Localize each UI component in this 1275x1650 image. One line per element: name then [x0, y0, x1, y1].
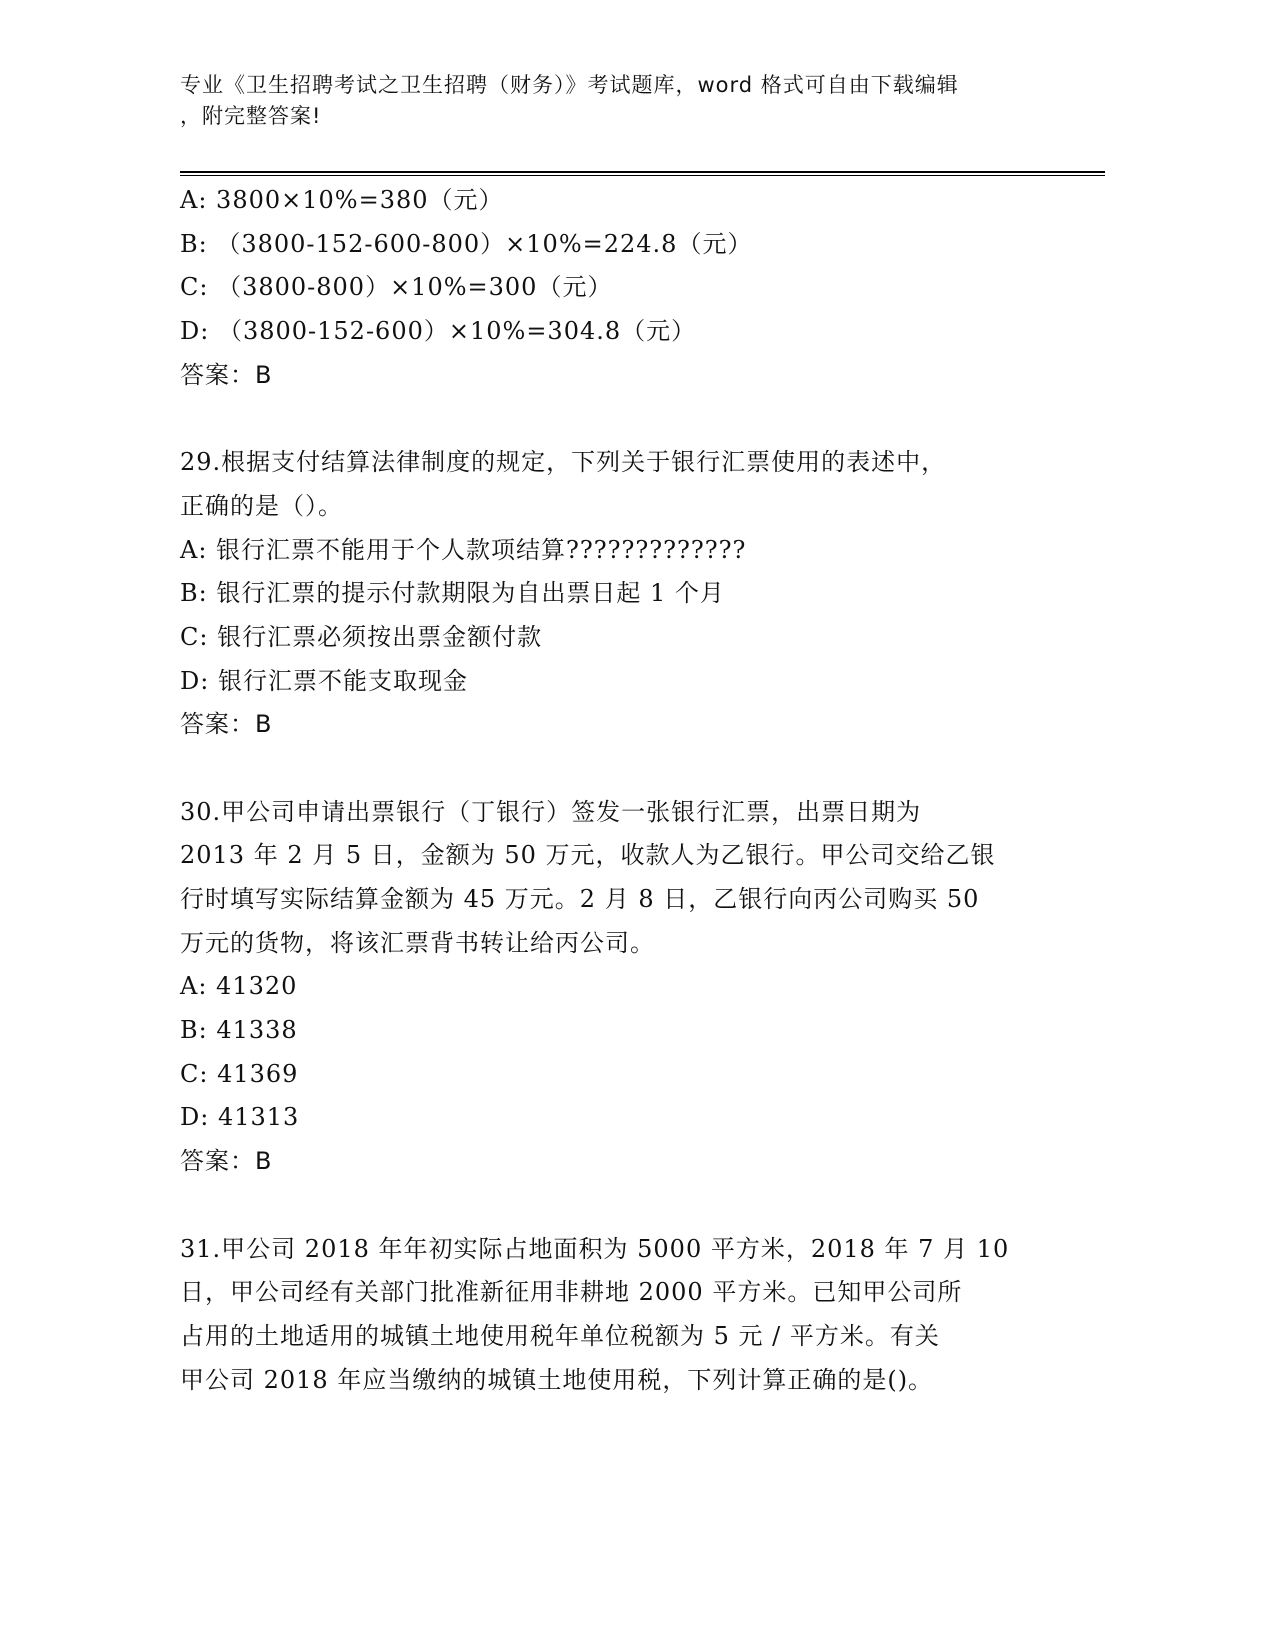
answer: 答案：B — [180, 360, 273, 389]
question-31 — [180, 1228, 1040, 1403]
question-stem: 正确的是（）。 — [180, 491, 343, 520]
option-c: C: 41369 — [180, 1059, 299, 1088]
option-a: A: 3800×10%=380（元） — [180, 186, 504, 214]
header-line-2: ，附完整答案! — [180, 104, 322, 128]
question-29 — [180, 441, 1040, 747]
option-b: B: 银行汇票的提示付款期限为自出票日起 1 个月 — [180, 579, 725, 608]
question-28 — [180, 179, 1040, 397]
question-stem: 日，甲公司经有关部门批准新征用非耕地 2000 平方米。已知甲公司所 — [180, 1278, 963, 1307]
option-d: D: 41313 — [180, 1103, 300, 1132]
answer: 答案：B — [180, 1147, 273, 1176]
question-stem: 31.甲公司 2018 年年初实际占地面积为 5000 平方米，2018 年 7 月 10 — [180, 1234, 1010, 1263]
option-d: D: （3800-152-600）×10%=304.8（元） — [180, 317, 697, 346]
option-d: D: 银行汇票不能支取现金 — [180, 666, 468, 695]
question-stem: 占用的土地适用的城镇土地使用税年单位税额为 5 元 / 平方米。有关 — [180, 1321, 940, 1350]
option-a: A: 41320 — [180, 972, 298, 1001]
answer: 答案：B — [180, 710, 273, 739]
option-a: A: 银行汇票不能用于个人款项结算????????????? — [180, 535, 747, 564]
question-stem: 行时填写实际结算金额为 45 万元。2 月 8 日，乙银行向丙公司购买 50 — [180, 885, 980, 913]
question-list — [180, 179, 1040, 1402]
question-stem: 2013 年 2 月 5 日，金额为 50 万元，收款人为乙银行。甲公司交给乙银 — [180, 841, 996, 870]
question-stem: 甲公司 2018 年应当缴纳的城镇土地使用税，下列计算正确的是()。 — [180, 1365, 934, 1394]
option-c: C: 银行汇票必须按出票金额付款 — [180, 622, 543, 651]
option-b: B: （3800-152-600-800）×10%=224.8（元） — [180, 229, 753, 258]
header-divider — [180, 171, 1105, 176]
question-stem: 万元的货物，将该汇票背书转让给丙公司。 — [180, 928, 655, 957]
document-header — [180, 70, 1040, 132]
option-b: B: 41338 — [180, 1016, 298, 1045]
option-c: C: （3800-800）×10%=300（元） — [180, 273, 613, 302]
question-stem: 29.根据支付结算法律制度的规定，下列关于银行汇票使用的表述中， — [180, 448, 947, 477]
header-line-1: 专业《卫生招聘考试之卫生招聘（财务）》考试题库，word 格式可自由下载编辑 — [180, 73, 959, 97]
question-stem: 30.甲公司申请出票银行（丁银行）签发一张银行汇票，出票日期为 — [180, 797, 922, 826]
question-30 — [180, 791, 1040, 1184]
